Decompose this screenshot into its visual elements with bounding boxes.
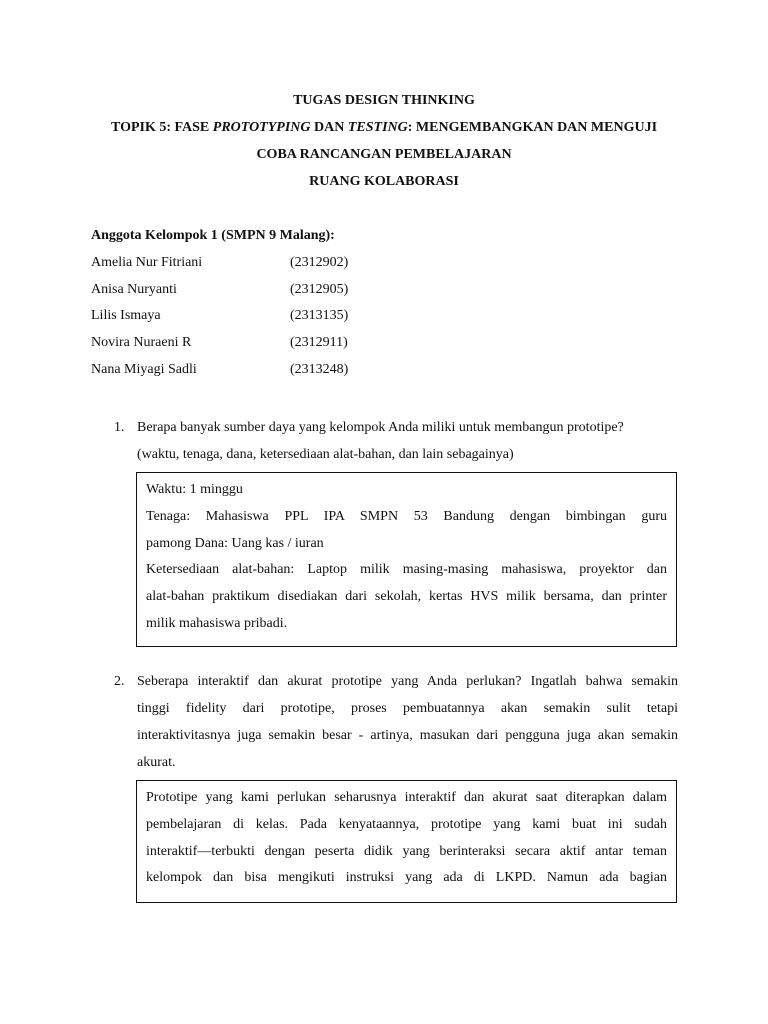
- topic-part-d: TESTING: [347, 120, 408, 135]
- answer-line: kelompok dan bisa mengikuti instruksi yang ada di LKPD. Namun ada bagian: [146, 870, 667, 885]
- member-id: (2312911): [290, 335, 348, 350]
- member-id: (2313135): [290, 308, 349, 323]
- topic-part-c: DAN: [310, 120, 348, 135]
- question-number: 1.: [114, 420, 125, 435]
- member-id: (2312902): [290, 255, 349, 270]
- topic-part-a: TOPIK 5: FASE: [110, 120, 213, 135]
- answer-box: [136, 472, 677, 647]
- topic-part-b: PROTOTYPING: [212, 120, 311, 135]
- member-id: (2313248): [290, 362, 349, 377]
- member-id: (2312905): [290, 282, 349, 297]
- doc-subtitle-2: RUANG KOLABORASI: [309, 174, 459, 189]
- answer-line: milik mahasiswa pribadi.: [146, 616, 288, 631]
- doc-topic-line: [0, 119, 768, 137]
- question-number: 2.: [114, 674, 125, 689]
- answer-line: Tenaga: Mahasiswa PPL IPA SMPN 53 Bandung dengan bimbingan guru: [146, 509, 667, 524]
- answer-line: interaktif—terbukti dengan peserta didik yang berinteraksi secara aktif antar teman: [146, 844, 667, 859]
- question-text-line: (waktu, tenaga, dana, ketersediaan alat-bahan, dan lain sebagainya): [137, 447, 514, 462]
- question-text-line: interaktivitasnya juga semakin besar - artinya, masukan dari pengguna juga akan semakin: [137, 728, 678, 743]
- answer-line: alat-bahan praktikum disediakan dari sekolah, kertas HVS milik bersama, dan printer: [146, 589, 667, 604]
- question-text-line: Berapa banyak sumber daya yang kelompok Anda miliki untuk membangun prototipe?: [137, 420, 624, 435]
- answer-line: pembelajaran di kelas. Pada kenyataannya, prototipe yang kami buat ini sudah: [146, 817, 667, 832]
- member-name: Amelia Nur Fitriani: [91, 255, 203, 270]
- doc-subtitle: COBA RANCANGAN PEMBELAJARAN: [256, 147, 512, 162]
- members-heading: Anggota Kelompok 1 (SMPN 9 Malang):: [91, 228, 335, 243]
- question-text-line: akurat.: [137, 755, 176, 770]
- question-text-line: Seberapa interaktif dan akurat prototipe yang Anda perlukan? Ingatlah bahwa semakin: [137, 674, 678, 689]
- question-text-line: tinggi fidelity dari prototipe, proses pembuatannya akan semakin sulit tetapi: [137, 701, 678, 716]
- member-name: Anisa Nuryanti: [91, 282, 177, 297]
- member-name: Novira Nuraeni R: [91, 335, 192, 350]
- answer-line: Waktu: 1 minggu: [146, 482, 243, 497]
- answer-line: pamong Dana: Uang kas / iuran: [146, 536, 324, 551]
- doc-title: TUGAS DESIGN THINKING: [293, 93, 475, 108]
- member-name: Lilis Ismaya: [91, 308, 161, 323]
- answer-line: Ketersediaan alat-bahan: Laptop milik masing-masing mahasiswa, proyektor dan: [146, 562, 667, 577]
- topic-part-e: : MENGEMBANGKAN DAN MENGUJI: [407, 120, 658, 135]
- answer-line: Prototipe yang kami perlukan seharusnya interaktif dan akurat saat diterapkan dalam: [146, 790, 667, 805]
- member-name: Nana Miyagi Sadli: [91, 362, 197, 377]
- answer-box: [136, 780, 677, 903]
